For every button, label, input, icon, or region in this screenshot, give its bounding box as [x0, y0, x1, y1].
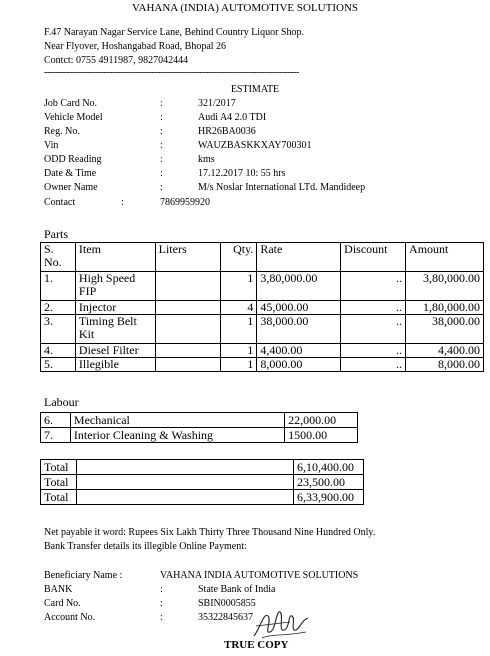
- total-row: [41, 490, 364, 505]
- total-label: Total: [41, 475, 77, 490]
- cell-sno: 2.: [41, 301, 76, 315]
- cell-discount: ..: [341, 344, 406, 358]
- detail-value-reg-no: HR26BA0036: [198, 126, 256, 137]
- contact-line: Contct: 0755 4911987, 9827042444: [44, 55, 189, 66]
- address-line-2: Near Flyover, Hoshangabad Road, Bhopal 26: [44, 41, 227, 52]
- detail-colon: :: [160, 182, 163, 193]
- total-spacer: [76, 475, 293, 490]
- total-label: Total: [41, 490, 77, 505]
- bank-label-account-no: Account No.: [44, 612, 96, 623]
- detail-colon: :: [160, 112, 163, 123]
- cell-liters: [155, 358, 221, 372]
- cell-qty: 1: [221, 272, 257, 301]
- detail-label-owner-name: Owner Name: [44, 182, 98, 193]
- cell-liters: [155, 272, 221, 301]
- total-label: Total: [41, 460, 77, 475]
- detail-colon: :: [160, 168, 163, 179]
- totals-table: [40, 459, 364, 505]
- signature-image: [250, 606, 312, 642]
- detail-colon: :: [160, 612, 163, 623]
- cell-qty: 1: [221, 358, 257, 372]
- total-amount: 6,33,900.00: [294, 490, 364, 505]
- labour-table: [40, 412, 358, 443]
- bank-label-card-no: Card No.: [44, 598, 81, 609]
- cell-sno: 6.: [41, 413, 71, 428]
- detail-value-job-card: 321/2017: [198, 98, 236, 109]
- detail-label-contact: Contact: [44, 197, 76, 208]
- bank-value-account-no: 35322845637: [198, 612, 253, 623]
- true-copy-stamp: TRUE COPY: [224, 639, 289, 651]
- detail-value-vehicle-model: Audi A4 2.0 TDI: [198, 112, 267, 123]
- cell-item: Timing Belt Kit: [75, 315, 155, 344]
- parts-heading: Parts: [44, 227, 68, 241]
- col-header-discount: Discount: [341, 243, 406, 272]
- cell-rate: 38,000.00: [257, 315, 341, 344]
- table-row: [41, 272, 484, 301]
- col-header-rate: Rate: [257, 243, 341, 272]
- table-row: [41, 344, 484, 358]
- detail-label-date-time: Date & Time: [44, 168, 97, 179]
- cell-rate: 4,400.00: [257, 344, 341, 358]
- table-row: [41, 301, 484, 315]
- cell-sno: 4.: [41, 344, 76, 358]
- total-row: [41, 475, 364, 490]
- cell-qty: 1: [221, 344, 257, 358]
- bank-value-card-no: SBIN0005855: [198, 598, 256, 609]
- bank-value-bank: State Bank of India: [198, 584, 276, 595]
- col-header-liters: Liters: [155, 243, 221, 272]
- detail-colon: :: [160, 126, 163, 137]
- address-line-1: F.47 Narayan Nagar Service Lane, Behind Country Liquor Shop.: [44, 27, 304, 38]
- cell-qty: 1: [221, 315, 257, 344]
- estimate-title: ESTIMATE: [230, 84, 280, 95]
- detail-value-date-time: 17.12.2017 10: 55 hrs: [198, 168, 286, 179]
- cell-amount: 38,000.00: [406, 315, 484, 344]
- cell-rate: 8,000.00: [257, 358, 341, 372]
- detail-colon: :: [160, 584, 163, 595]
- detail-label-job-card: Job Card No.: [44, 98, 98, 109]
- cell-discount: ..: [341, 272, 406, 301]
- total-spacer: [76, 490, 293, 505]
- detail-colon: :: [121, 197, 124, 208]
- cell-qty: 4: [221, 301, 257, 315]
- cell-item: High Speed FIP: [75, 272, 155, 301]
- detail-colon: :: [160, 140, 163, 151]
- net-payable-text: Net payable it word: Rupees Six Lakh Thirty Three Thousand Nine Hundred Only.: [44, 527, 376, 538]
- cell-sno: 7.: [41, 428, 71, 443]
- cell-liters: [155, 344, 221, 358]
- cell-rate: 45,000.00: [257, 301, 341, 315]
- cell-item: Interior Cleaning & Washing: [70, 428, 284, 443]
- total-row: [41, 460, 364, 475]
- cell-amount: 8,000.00: [406, 358, 484, 372]
- col-header-qty: Qty.: [221, 243, 257, 272]
- cell-sno: 5.: [41, 358, 76, 372]
- detail-label-odd-reading: ODD Reading: [44, 154, 102, 165]
- detail-value-vin: WAUZBASKKXAY700301: [198, 140, 312, 151]
- detail-value-odd-reading: kms: [198, 154, 215, 165]
- cell-rate: 3,80,000.00: [257, 272, 341, 301]
- detail-label-vehicle-model: Vehicle Model: [44, 112, 103, 123]
- col-header-amount: Amount: [406, 243, 484, 272]
- detail-colon: :: [160, 154, 163, 165]
- detail-colon: :: [160, 598, 163, 609]
- cell-item: Diesel Filter: [75, 344, 155, 358]
- detail-colon: :: [160, 98, 163, 109]
- cell-item: Injector: [75, 301, 155, 315]
- cell-sno: 3.: [41, 315, 76, 344]
- cell-amount: 22,000.00: [285, 413, 358, 428]
- cell-item: Illegible: [75, 358, 155, 372]
- bank-label-beneficiary: Beneficiary Name :: [44, 570, 123, 581]
- bank-value-beneficiary: VAHANA INDIA AUTOMOTIVE SOLUTIONS: [160, 570, 359, 581]
- bank-label-bank: BANK: [44, 584, 73, 595]
- company-name: VAHANA (INDIA) AUTOMOTIVE SOLUTIONS: [132, 2, 358, 14]
- cell-amount: 1500.00: [285, 428, 358, 443]
- col-header-item: Item: [75, 243, 155, 272]
- cell-item: Mechanical: [70, 413, 284, 428]
- cell-sno: 1.: [41, 272, 76, 301]
- cell-liters: [155, 301, 221, 315]
- cell-discount: ..: [341, 315, 406, 344]
- cell-discount: ..: [341, 358, 406, 372]
- cell-discount: ..: [341, 301, 406, 315]
- table-row: [41, 315, 484, 344]
- detail-value-owner-name: M/s Noslar International LTd. Mandideep: [198, 182, 366, 193]
- bank-transfer-note: Bank Transfer details its illegible Online Payment:: [44, 541, 247, 552]
- table-row: [41, 358, 484, 372]
- cell-amount: 1,80,000.00: [406, 301, 484, 315]
- parts-header-row: [41, 243, 484, 272]
- table-row: [41, 413, 358, 428]
- labour-heading: Labour: [44, 395, 79, 409]
- detail-label-reg-no: Reg. No.: [44, 126, 80, 137]
- parts-table: [40, 242, 484, 372]
- total-amount: 23,500.00: [294, 475, 364, 490]
- detail-label-vin: Vin: [44, 140, 59, 151]
- total-spacer: [76, 460, 293, 475]
- separator-line: ------------------------------------------------------------------------------------------: [44, 67, 299, 78]
- cell-liters: [155, 315, 221, 344]
- cell-amount: 4,400.00: [406, 344, 484, 358]
- detail-value-contact: 7869959920: [160, 197, 210, 208]
- total-amount: 6,10,400.00: [294, 460, 364, 475]
- cell-amount: 3,80,000.00: [406, 272, 484, 301]
- table-row: [41, 428, 358, 443]
- col-header-sno: S. No.: [41, 243, 76, 272]
